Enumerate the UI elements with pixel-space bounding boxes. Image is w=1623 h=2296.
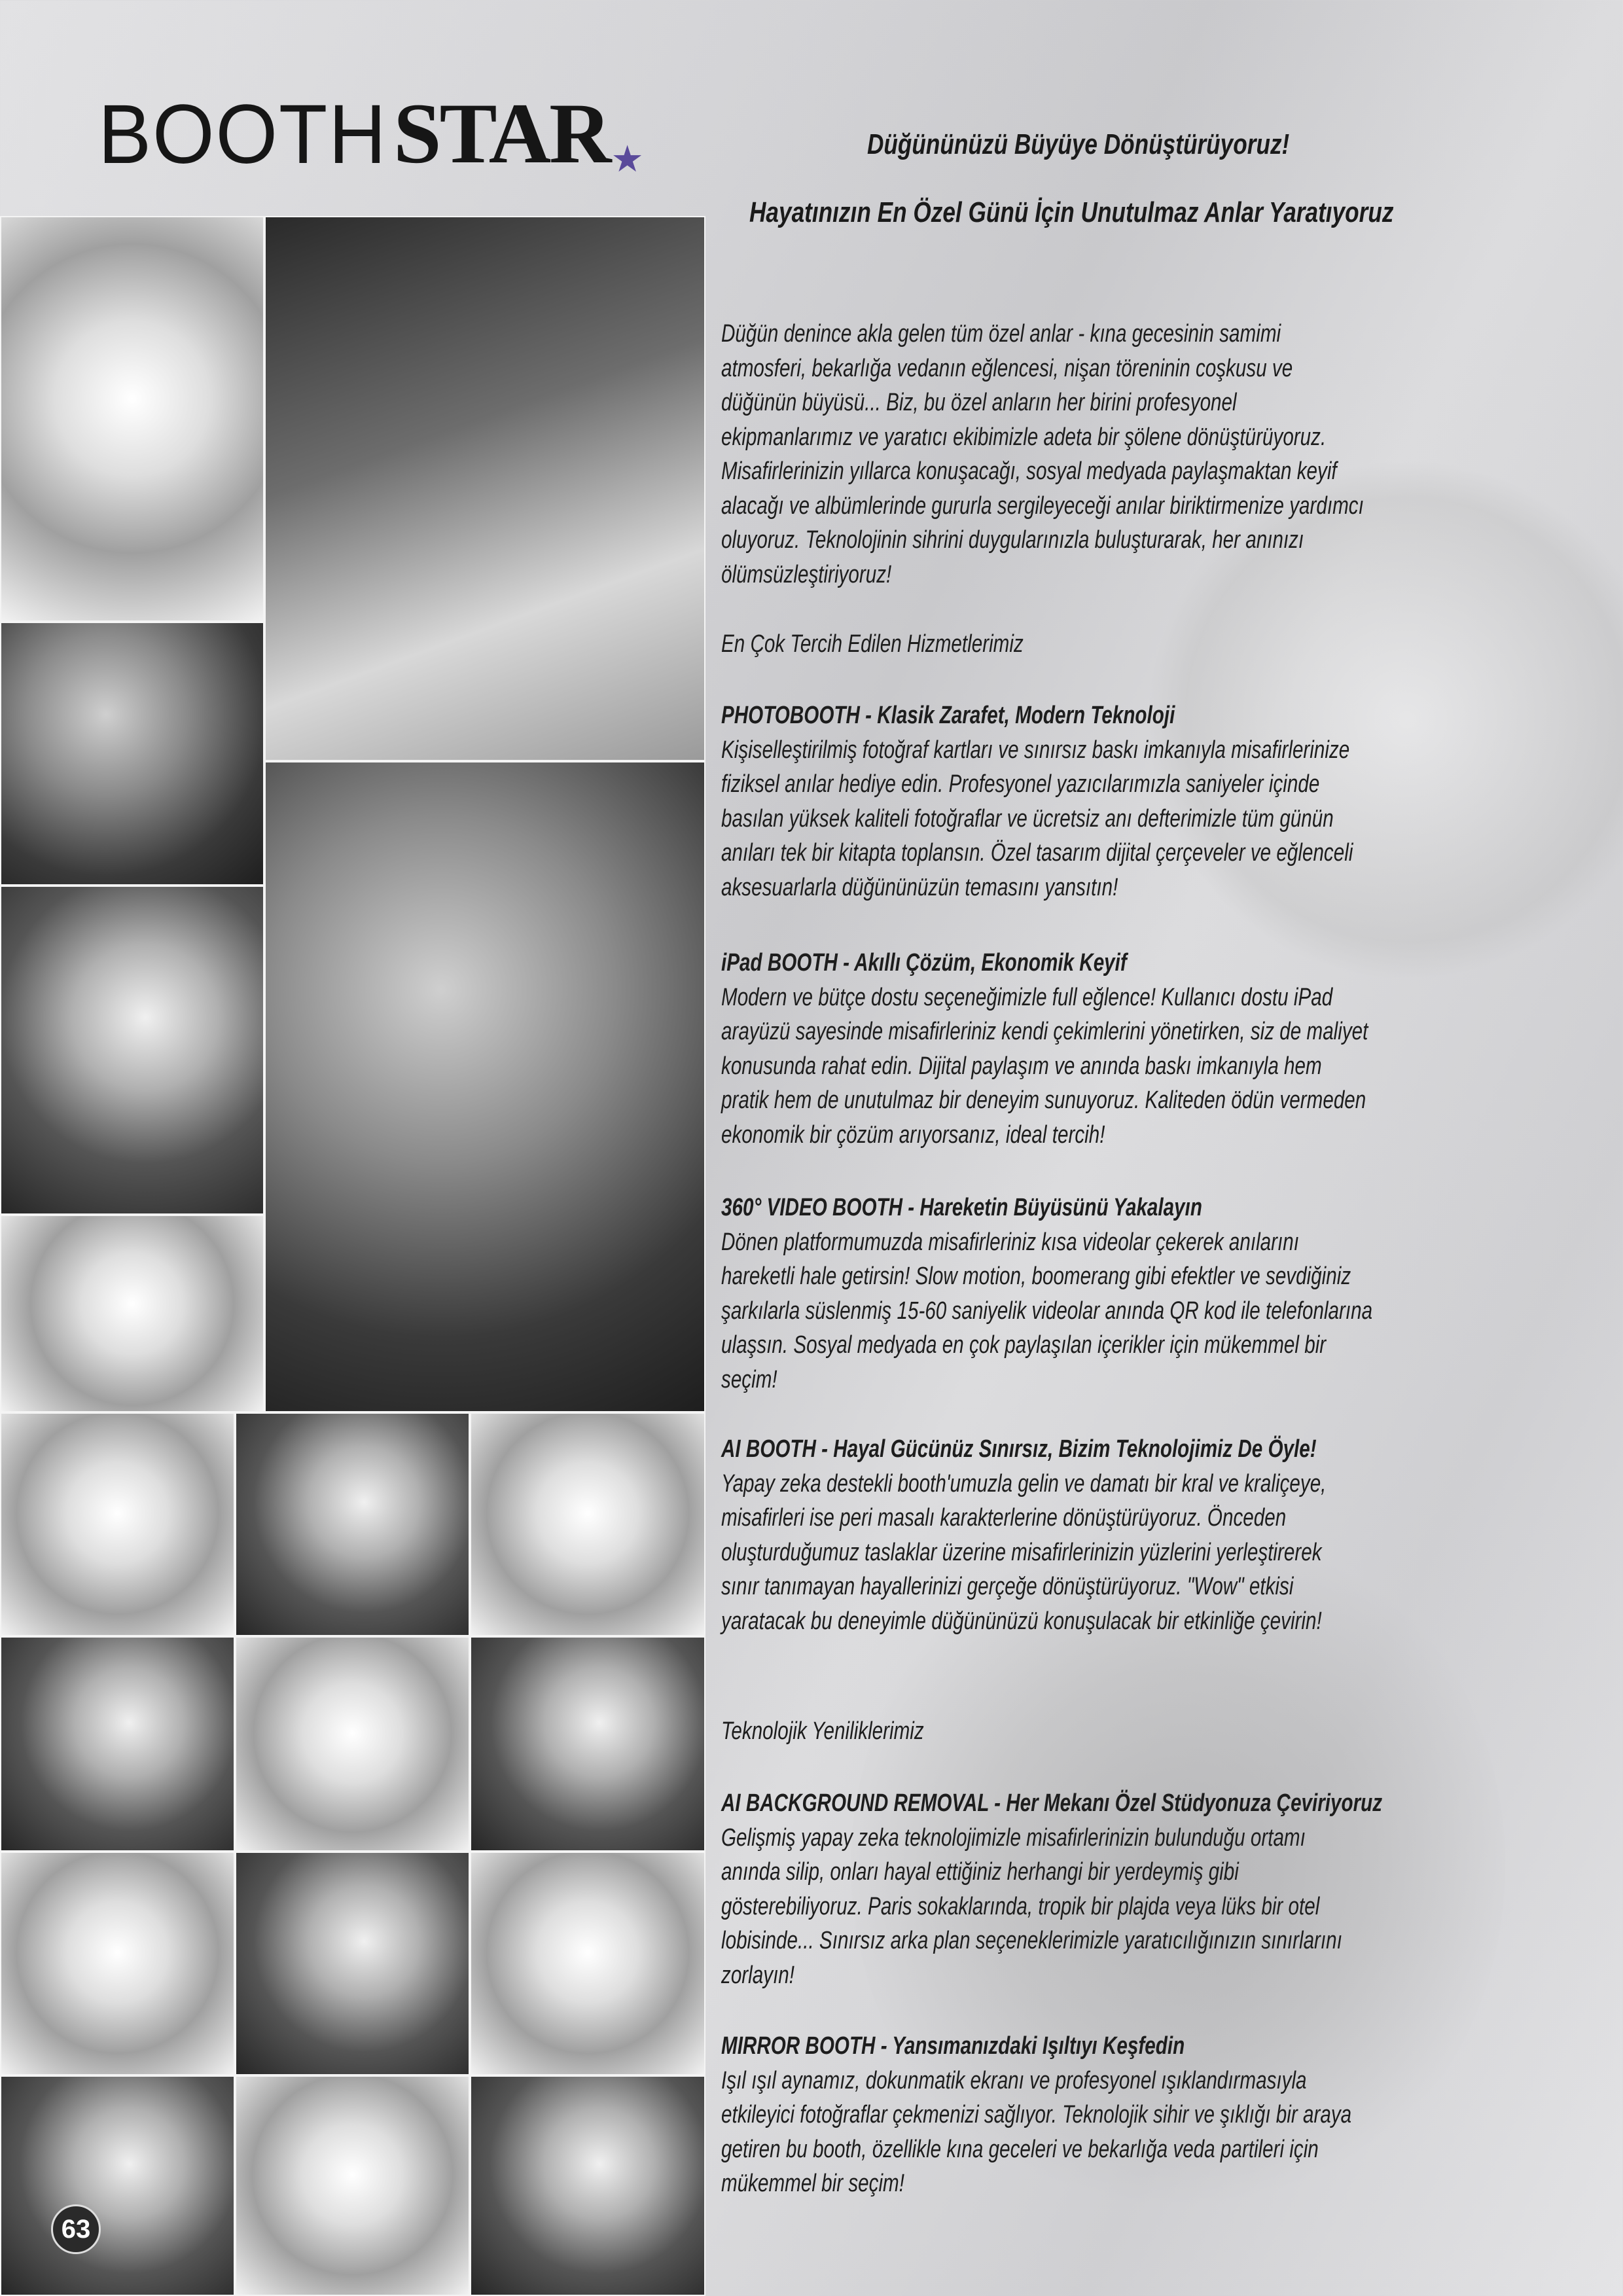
technology-heading: Teknolojik Yeniliklerimiz bbox=[721, 1717, 924, 1745]
photo-grid-item bbox=[0, 1852, 235, 2075]
paragraph-line: düğünün büyüsü... Biz, bu özel anların her birini profesyonel bbox=[721, 389, 1237, 416]
paragraph-line: Misafirlerinizin yıllarca konuşacağı, sosyal medyada paylaşmaktan keyif bbox=[721, 457, 1337, 485]
paragraph-line: atmosferi, bekarlığa vedanın eğlencesi, nişan töreninin coşkusu ve bbox=[721, 354, 1293, 382]
paragraph-line: arayüzü sayesinde misafirleriniz kendi çekimlerini yönetirken, siz de maliyet bbox=[721, 1018, 1368, 1045]
photo-grid-item bbox=[235, 2075, 470, 2296]
section-title: 360° VIDEO BOOTH - Hareketin Büyüsünü Yakalayın bbox=[721, 1194, 1202, 1221]
paragraph-line: ulaşsın. Sosyal medyada en çok paylaşılan içerikler için mükemmel bir bbox=[721, 1331, 1327, 1359]
section-title: AI BACKGROUND REMOVAL - Her Mekanı Özel Stüdyonuza Çeviriyoruz bbox=[721, 1789, 1383, 1817]
section-title: PHOTOBOOTH - Klasik Zarafet, Modern Teknoloji bbox=[721, 702, 1175, 729]
paragraph-line: hareketli hale getirsin! Slow motion, boomerang gibi efektler ve sevdiğiniz bbox=[721, 1263, 1351, 1290]
photo-grid-item bbox=[0, 2075, 235, 2296]
paragraph-line: mükemmel bir seçim! bbox=[721, 2170, 904, 2197]
paragraph-line: alacağı ve albümlerinde gururla sergileyeceği anılar biriktirmenize yardımcı bbox=[721, 492, 1364, 520]
paragraph-line: sınır tanımayan hayallerinizi gerçeğe dönüştürüyoruz. "Wow" etkisi bbox=[721, 1573, 1294, 1600]
boothstar-logo bbox=[98, 79, 644, 181]
paragraph-line: oluyoruz. Teknolojinin sihrini duygularınızla buluşturarak, her anınızı bbox=[721, 526, 1304, 554]
section-ipad-booth bbox=[721, 946, 1487, 1152]
paragraph-line: Dönen platformumuzda misafirleriniz kısa videolar çekerek anılarını bbox=[721, 1228, 1299, 1256]
section-mirror-booth bbox=[721, 2029, 1487, 2201]
photo-print-strips bbox=[0, 1215, 264, 1412]
paragraph-line: misafirleri ise peri masalı karakterlerine dönüştürüyoruz. Önceden bbox=[721, 1504, 1287, 1532]
photo-grid-item bbox=[0, 1636, 235, 1852]
section-photobooth bbox=[721, 698, 1487, 905]
headline-primary: Düğününüzü Büyüye Dönüştürüyoruz! bbox=[867, 128, 1290, 160]
star-icon: ★ bbox=[611, 138, 644, 179]
section-ai-background-removal bbox=[721, 1786, 1487, 1992]
paragraph-line: oluşturduğumuz taslaklar üzerine misafirlerinizin yüzlerini yerleştirerek bbox=[721, 1538, 1322, 1566]
paragraph-line: fiziksel anılar hediye edin. Profesyonel yazıcılarımızla saniyeler içinde bbox=[721, 770, 1320, 798]
page-number: 63 bbox=[51, 2204, 101, 2254]
photo-group-team bbox=[0, 886, 264, 1215]
logo-text-star: STAR bbox=[393, 85, 610, 181]
section-title: iPad BOOTH - Akıllı Çözüm, Ekonomik Keyif bbox=[721, 949, 1127, 977]
section-360-video-booth bbox=[721, 1191, 1487, 1397]
paragraph-line: Yapay zeka destekli booth'umuzla gelin ve damatı bir kral ve kraliçeye, bbox=[721, 1469, 1327, 1498]
section-title: MIRROR BOOTH - Yansımanızdaki Işıltıyı Keşfedin bbox=[721, 2032, 1185, 2060]
paragraph-line: getiren bu booth, özellikle kına geceleri ve bekarlığa veda partileri için bbox=[721, 2135, 1319, 2163]
paragraph-line: ölümsüzleştiriyoruz! bbox=[721, 560, 892, 588]
logo-text-booth: BOOTH bbox=[98, 88, 387, 181]
photo-couple-with-props bbox=[0, 216, 264, 622]
services-heading: En Çok Tercih Edilen Hizmetlerimiz bbox=[721, 630, 1024, 658]
paragraph-line: basılan yüksek kaliteli fotoğraflar ve ücretsiz anı defterimizle tüm günün bbox=[721, 804, 1334, 833]
section-title: AI BOOTH - Hayal Gücünüz Sınırsız, Bizim Teknolojimiz De Öyle! bbox=[721, 1435, 1317, 1463]
paragraph-line: Düğün denince akla gelen tüm özel anlar - kına gecesinin samimi bbox=[721, 320, 1281, 348]
photo-grid-item bbox=[470, 2075, 705, 2296]
photo-grid-item bbox=[235, 1412, 470, 1636]
paragraph-line: Gelişmiş yapay zeka teknolojimizle misafirlerinizin bulunduğu ortamı bbox=[721, 1823, 1306, 1852]
photo-grid-item bbox=[0, 1412, 235, 1636]
paragraph-line: seçim! bbox=[721, 1365, 777, 1393]
paragraph-line: ekonomik bir çözüm arıyorsanız, ideal tercih! bbox=[721, 1121, 1105, 1149]
paragraph-line: zorlayın! bbox=[721, 1961, 795, 1989]
photo-grid-item bbox=[235, 1852, 470, 2075]
headline-secondary: Hayatınızın En Özel Günü İçin Unutulmaz Anlar Yaratıyoruz bbox=[749, 196, 1394, 228]
paragraph-line: gösterebiliyoruz. Paris sokaklarında, tropik bir plajda veya lüks bir otel bbox=[721, 1892, 1320, 1920]
photo-couple-dance bbox=[264, 761, 705, 1412]
paragraph-line: Işıl ışıl aynamız, dokunmatik ekranı ve profesyonel ışıklandırmasıyla bbox=[721, 2066, 1307, 2094]
paragraph-line: Modern ve bütçe dostu seçeneğimizle full eğlence! Kullanıcı dostu iPad bbox=[721, 983, 1333, 1011]
photo-grid-item bbox=[235, 1636, 470, 1852]
paragraph-line: yaratacak bu deneyimle düğününüzü konuşulacak bir etkinliğe çevirin! bbox=[721, 1607, 1322, 1635]
paragraph-line: lobisinde... Sınırsız arka plan seçeneklerimizle yaratıcılığınızın sınırlarını bbox=[721, 1927, 1342, 1954]
paragraph-line: etkileyici fotoğraflar çekmenizi sağlıyor. Teknolojik sihir ve şıklığı bir araya bbox=[721, 2101, 1352, 2128]
paragraph-line: pratik hem de unutulmaz bir deneyim sunuyoruz. Kaliteden ödün vermeden bbox=[721, 1086, 1366, 1114]
photo-360-booth-couple bbox=[264, 216, 705, 761]
paragraph-line: konusunda rahat edin. Dijital paylaşım ve anında baskı imkanıyla hem bbox=[721, 1052, 1322, 1080]
paragraph-line: anıları tek bir kitapta toplansın. Özel tasarım dijital çerçeveler ve eğlenceli bbox=[721, 839, 1353, 867]
paragraph-line: ekipmanlarımız ve yaratıcı ekibimizle adeta bir şölene dönüştürüyoruz. bbox=[721, 423, 1327, 451]
paragraph-line: şarkılarla süslenmiş 15-60 saniyelik videolar anında QR kod ile telefonlarına bbox=[721, 1297, 1373, 1325]
photo-grid-item bbox=[470, 1852, 705, 2075]
paragraph-line: aksesuarlarla düğününüzün temasını yansıtın! bbox=[721, 873, 1118, 901]
intro-paragraph bbox=[721, 317, 1487, 592]
paragraph-line: anında silip, onları hayal ettiğiniz herhangi bir yerdeymiş gibi bbox=[721, 1858, 1239, 1886]
photo-grid-item bbox=[470, 1412, 705, 1636]
section-ai-booth bbox=[721, 1432, 1487, 1638]
photo-grid-item bbox=[470, 1636, 705, 1852]
photo-mirror-booth-party bbox=[0, 622, 264, 886]
paragraph-line: Kişiselleştirilmiş fotoğraf kartları ve sınırsız baskı imkanıyla misafirlerinize bbox=[721, 736, 1350, 764]
